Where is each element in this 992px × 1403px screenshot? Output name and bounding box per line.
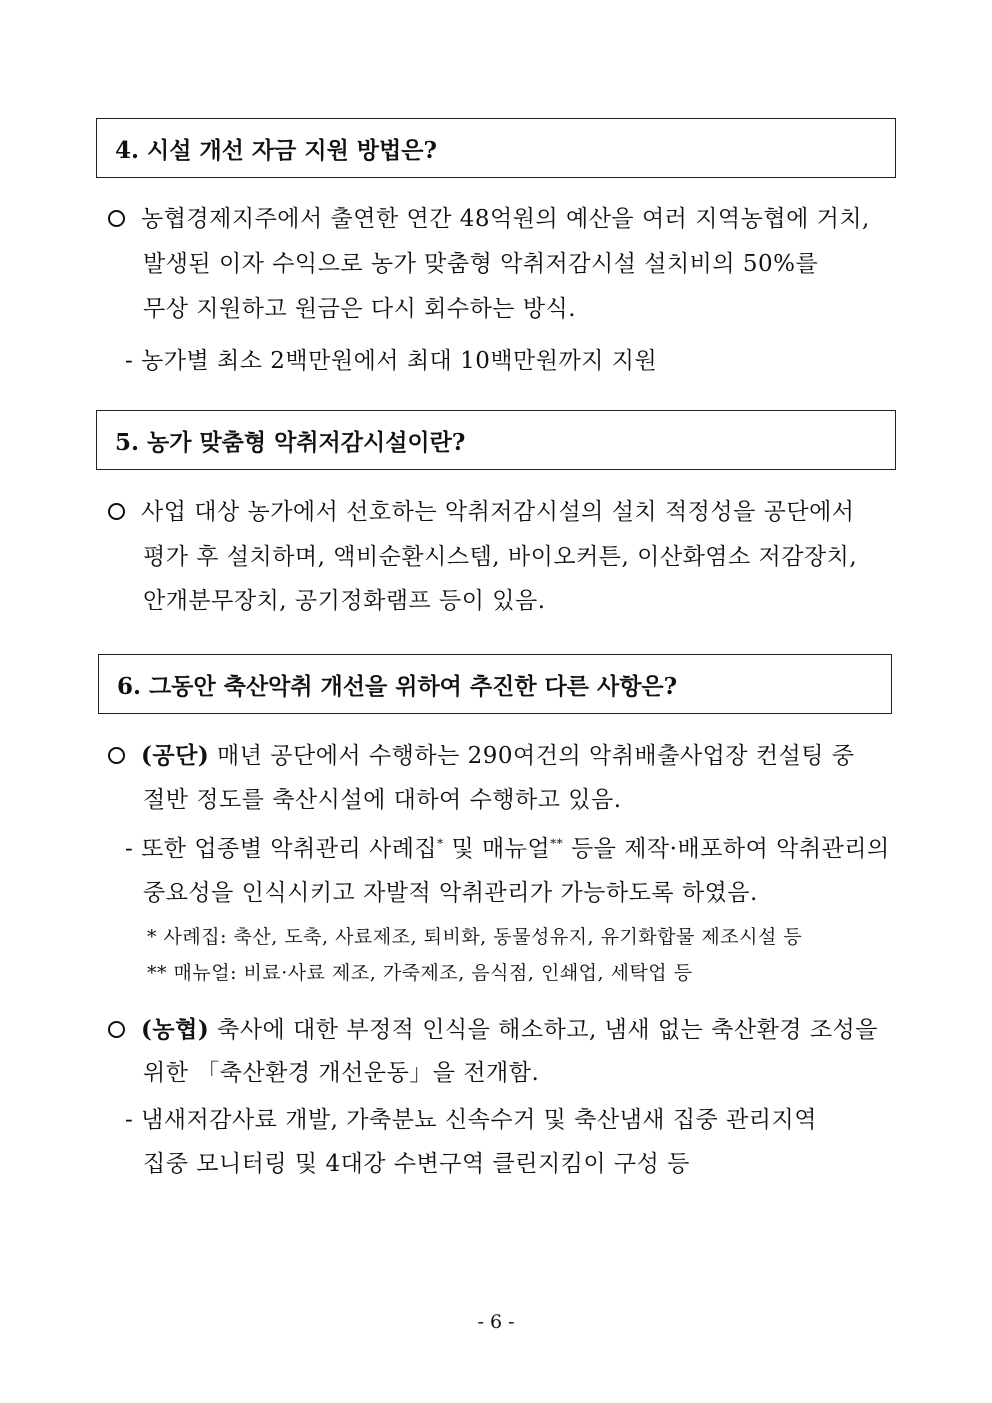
section-5-bullet-line-1: 사업 대상 농가에서 선호하는 악취저감시설의 설치 적정성을 공단에서 [108, 493, 855, 526]
section-5-title: 5. 농가 맞춤형 악취저감시설이란? [115, 428, 466, 456]
section-6-bullet-2-line-2: 위한 「축산환경 개선운동」을 전개함. [143, 1060, 540, 1086]
section-4-bullet-line-1: 농협경제지주에서 출연한 연간 48억원의 예산을 여러 지역농협에 거치, [108, 200, 870, 233]
section-6-bullet-1-line-2: 절반 정도를 축산시설에 대하여 수행하고 있음. [143, 787, 622, 813]
section-4-bullet-line-2: 발생된 이자 수익으로 농가 맞춤형 악취저감시설 설치비의 50%를 [143, 251, 819, 277]
footnote-mark-1: * [437, 836, 444, 851]
footnote-mark-2: ** [550, 836, 564, 851]
circle-bullet-icon [108, 503, 125, 520]
section-6-title: 6. 그동안 축산악취 개선을 위하여 추진한 다른 사항은? [117, 672, 678, 700]
section-4-bullet-line-3: 무상 지원하고 원금은 다시 회수하는 방식. [143, 296, 577, 322]
section-4-dash-line: - 농가별 최소 2백만원에서 최대 10백만원까지 지원 [125, 348, 658, 374]
section-6-bullet-2-line-1: (농협) 축사에 대한 부정적 인식을 해소하고, 냄새 없는 축산환경 조성을 [108, 1011, 878, 1044]
footnote-1: * 사례집: 축산, 도축, 사료제조, 퇴비화, 동물성유지, 유기화합물 제조시설 등 [147, 926, 803, 948]
section-6-dash-2-line-1: - 냄새저감사료 개발, 가축분뇨 신속수거 및 축산냄새 집중 관리지역 [125, 1107, 817, 1133]
section-4-title-box [96, 118, 896, 178]
section-5-bullet-line-2: 평가 후 설치하며, 액비순환시스템, 바이오커튼, 이산화염소 저감장치, [143, 544, 858, 570]
section-4-title: 4. 시설 개선 자금 지원 방법은? [115, 136, 437, 164]
section-6-dash-1-line-2: 중요성을 인식시키고 자발적 악취관리가 가능하도록 하였음. [143, 880, 758, 906]
footnote-2: ** 매뉴얼: 비료·사료 제조, 가죽제조, 음식점, 인쇄업, 세탁업 등 [147, 962, 693, 984]
section-6-dash-1-line-1: - 또한 업종별 악취관리 사례집* 및 매뉴얼** 등을 제작·배포하여 악취관리의 [125, 836, 890, 862]
circle-bullet-icon [108, 747, 125, 764]
section-6-bullet-1-line-1: (공단) 매년 공단에서 수행하는 290여건의 악취배출사업장 컨설팅 중 [108, 737, 855, 770]
section-6-title-box [98, 654, 892, 714]
agency-tag: (공단) [141, 742, 210, 769]
circle-bullet-icon [108, 210, 125, 227]
section-5-title-box [96, 410, 896, 470]
page-number: - 6 - [477, 1311, 515, 1333]
section-6-dash-2-line-2: 집중 모니터링 및 4대강 수변구역 클린지킴이 구성 등 [143, 1151, 690, 1177]
agency-tag: (농협) [141, 1016, 210, 1043]
section-5-bullet-line-3: 안개분무장치, 공기정화램프 등이 있음. [143, 588, 546, 614]
circle-bullet-icon [108, 1021, 125, 1038]
